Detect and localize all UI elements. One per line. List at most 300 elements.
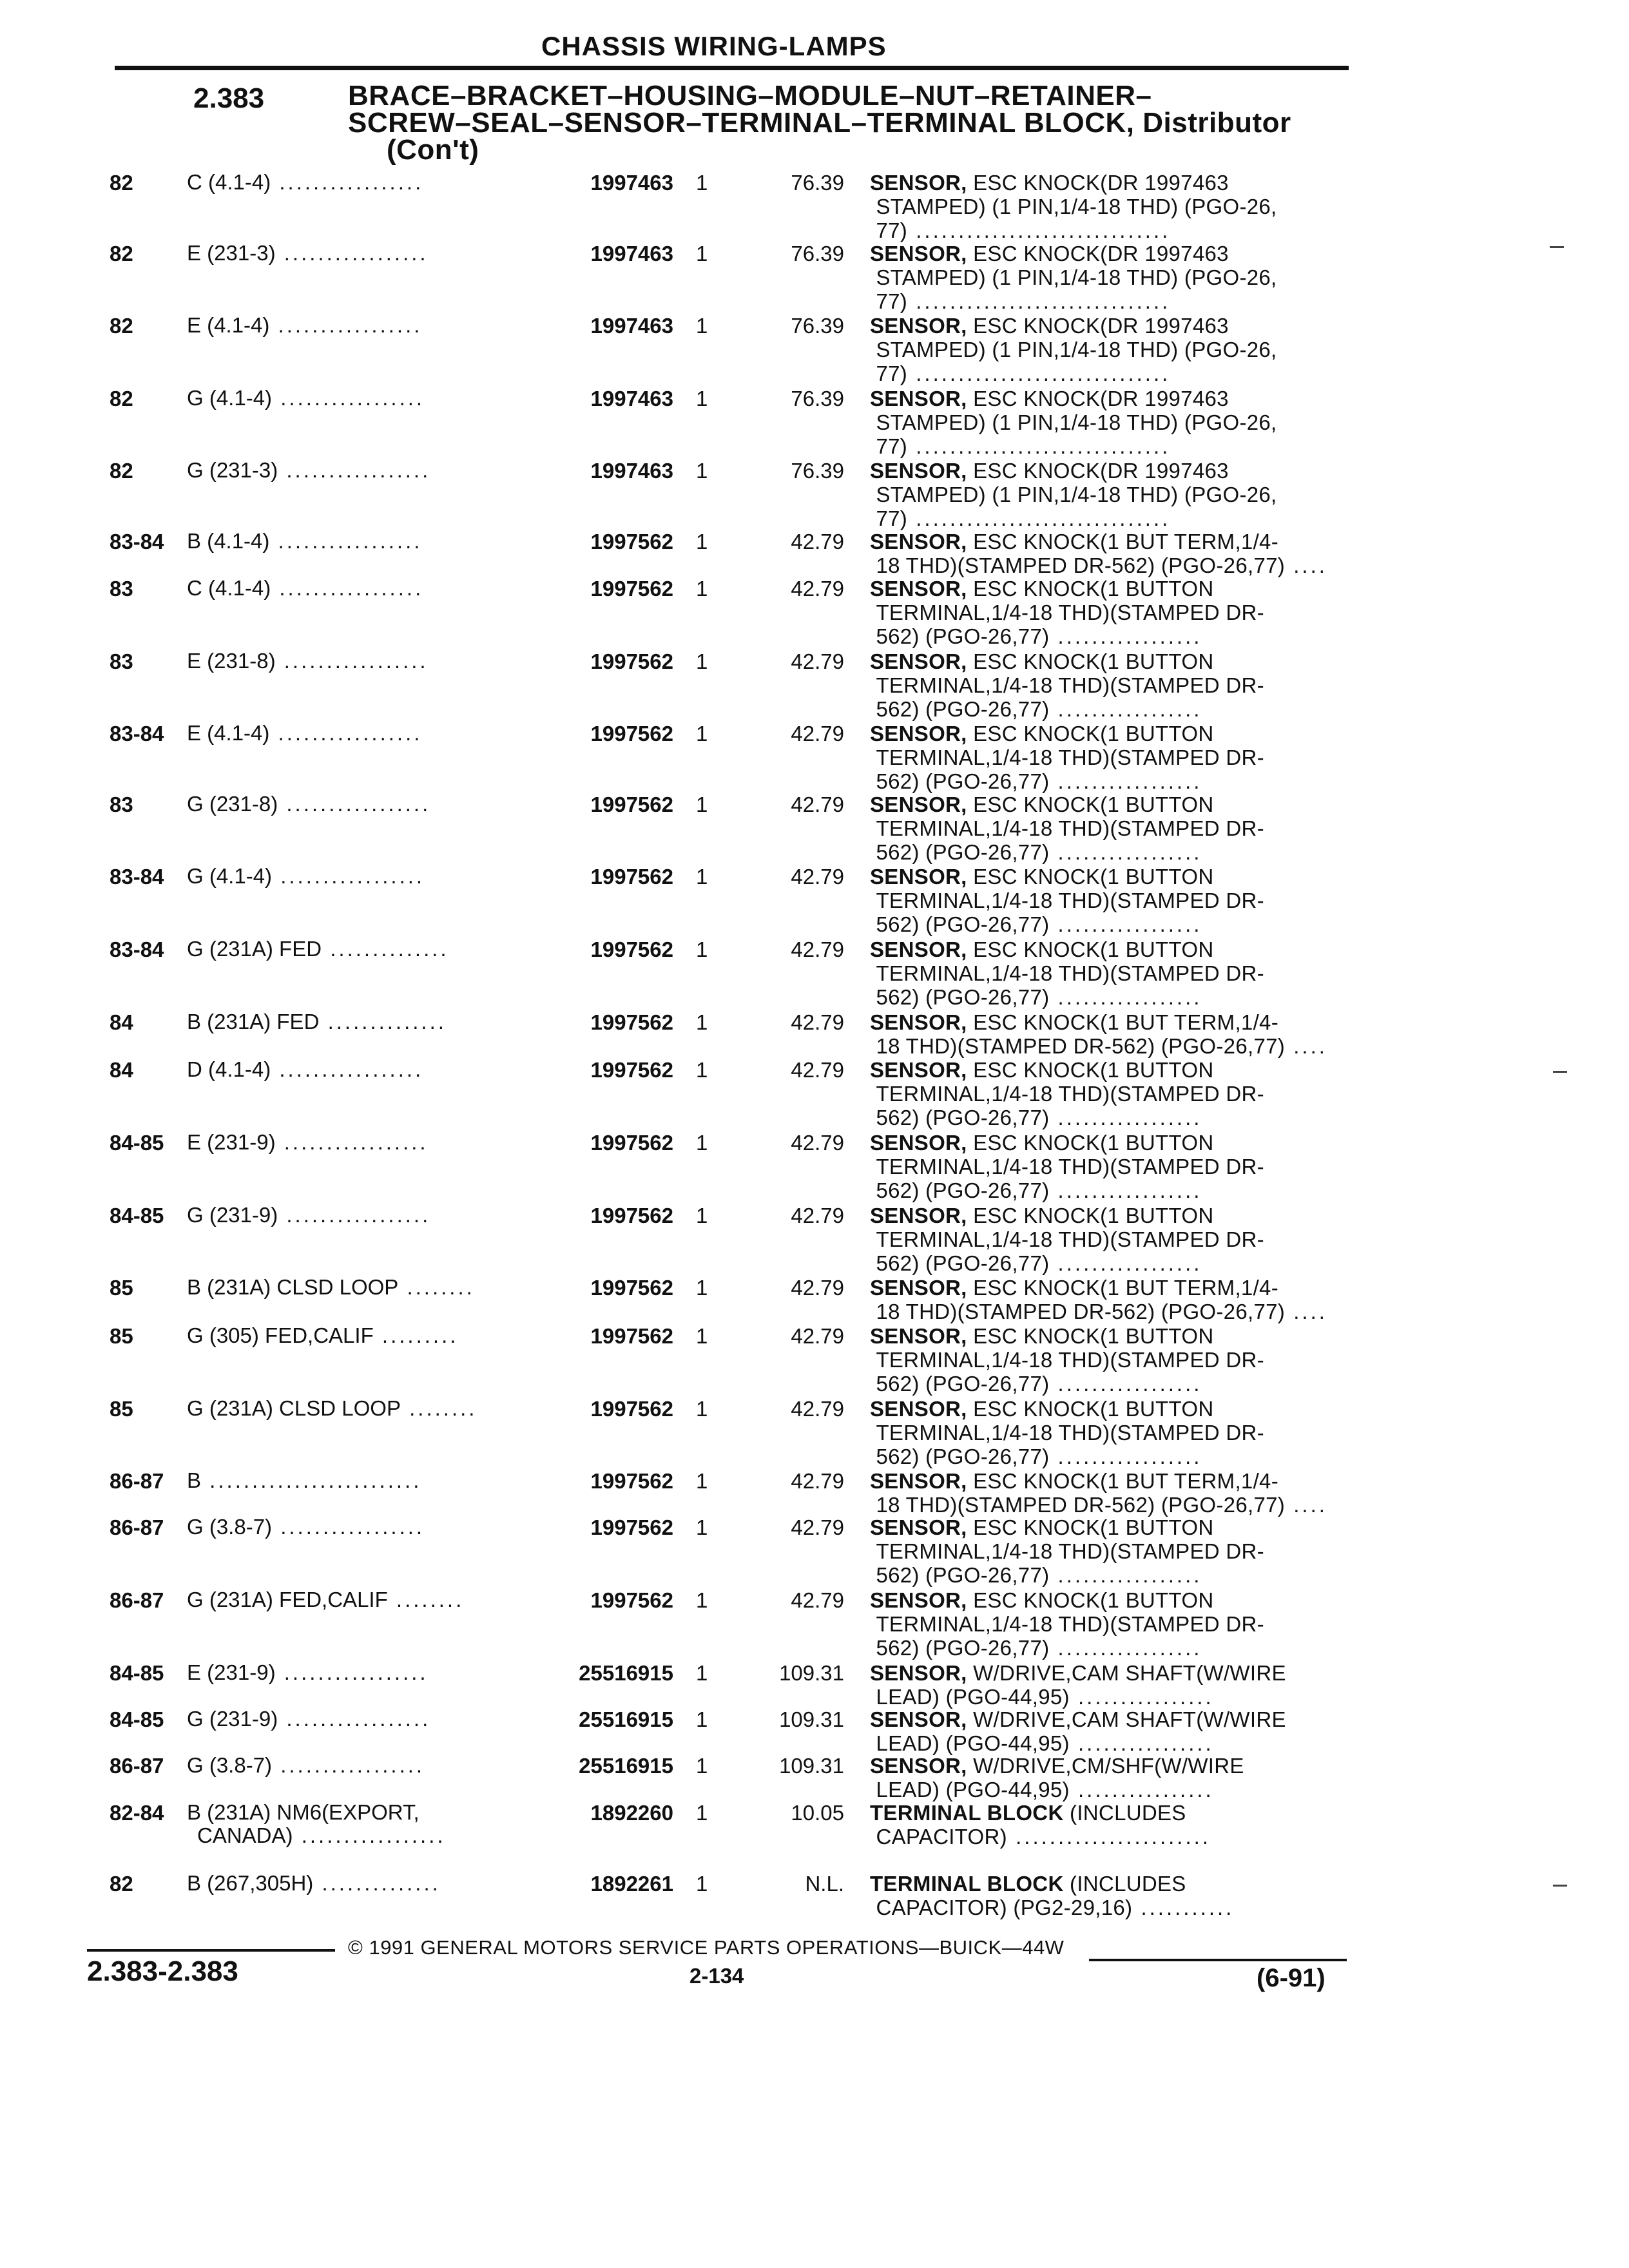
description-detail: ESC KNOCK(1 BUTTON TERMINAL,1/4-18 THD)(STAMPED DR- 562) (PGO-26,77) [876, 722, 1264, 793]
price: 42.79 [791, 1469, 844, 1493]
price: 10.05 [791, 1801, 844, 1825]
application-text: E (4.1-4) [187, 314, 270, 337]
leader-dots: ................. [275, 1131, 429, 1154]
part-number: 1997562 [590, 1324, 673, 1348]
price: 76.39 [791, 459, 844, 483]
part-number: 25516915 [579, 1661, 673, 1685]
description [870, 1707, 1347, 1755]
leader-dots: ................. [1049, 1563, 1202, 1587]
leader-dots: ................. [1049, 697, 1202, 721]
copyright-notice: © 1991 GENERAL MOTORS SERVICE PARTS OPERATIONS—BUICK—44W [348, 1936, 1065, 1959]
part-number: 1997562 [590, 1010, 673, 1034]
leader-dots: .............................. [907, 289, 1171, 313]
description-name: SENSOR, [870, 1010, 967, 1034]
application-text: G (3.8-7) [187, 1515, 273, 1539]
leader-dots: ................. [1049, 1636, 1202, 1660]
quantity: 1 [696, 937, 708, 961]
quantity: 1 [696, 1010, 708, 1034]
table-row [0, 1058, 1629, 1142]
description [870, 649, 1347, 721]
leader-dots: ................ [1069, 1731, 1214, 1755]
description [870, 1469, 1347, 1517]
description-detail: ESC KNOCK(1 BUTTON TERMINAL,1/4-18 THD)(STAMPED DR- 562) (PGO-26,77) [876, 865, 1264, 936]
description [870, 242, 1347, 313]
leader-dots: ........ [400, 1397, 477, 1420]
description-name: SENSOR, [870, 865, 967, 889]
description-detail: ESC KNOCK(1 BUT TERM,1/4- 18 THD)(STAMPED DR-562) (PGO-26,77) [876, 530, 1286, 577]
application-text-cont: CANADA) [197, 1823, 293, 1847]
part-number: 1997562 [590, 1515, 673, 1539]
application-text: B (231A) CLSD LOOP [187, 1276, 399, 1299]
leader-dots: .... [1285, 553, 1327, 577]
application [187, 865, 548, 888]
description-name: SENSOR, [870, 1131, 967, 1155]
description-detail: ESC KNOCK(DR 1997463 STAMPED) (1 PIN,1/4-18 THD) (PGO-26, 77) [876, 387, 1277, 458]
model-year: 86-87 [110, 1469, 164, 1493]
description [870, 459, 1347, 530]
application [187, 1324, 548, 1347]
description-name: SENSOR, [870, 459, 967, 483]
model-year: 82 [110, 314, 133, 338]
leader-dots: ........ [387, 1588, 465, 1611]
model-year: 84-85 [110, 1131, 164, 1155]
table-row [0, 937, 1629, 1021]
description-name: SENSOR, [870, 530, 967, 553]
model-year: 86-87 [110, 1588, 164, 1612]
part-number: 25516915 [579, 1754, 673, 1778]
part-number: 1997562 [590, 1588, 673, 1612]
quantity: 1 [696, 314, 708, 338]
part-number: 1997463 [590, 459, 673, 483]
model-year: 82 [110, 242, 133, 265]
description-name: SENSOR, [870, 649, 967, 673]
description-name: SENSOR, [870, 1754, 967, 1778]
application [187, 1204, 548, 1227]
description [870, 1801, 1347, 1849]
application-text: G (231-8) [187, 793, 278, 816]
model-year: 84 [110, 1058, 133, 1082]
description-detail: ESC KNOCK(1 BUTTON TERMINAL,1/4-18 THD)(STAMPED DR- 562) (PGO-26,77) [876, 577, 1264, 648]
quantity: 1 [696, 1661, 708, 1685]
model-year: 83 [110, 793, 133, 816]
application [187, 1707, 548, 1731]
description-name: SENSOR, [870, 1324, 967, 1348]
leader-dots: ................. [1049, 1445, 1202, 1468]
model-year: 83-84 [110, 722, 164, 745]
part-number: 1997562 [590, 649, 673, 673]
price: 109.31 [779, 1661, 844, 1685]
description-name: SENSOR, [870, 242, 967, 265]
model-year: 83 [110, 577, 133, 601]
part-number: 1997463 [590, 242, 673, 265]
revision-date: (6-91) [1257, 1964, 1325, 1992]
table-row [0, 387, 1629, 470]
model-year: 82 [110, 459, 133, 483]
application-text: C (4.1-4) [187, 171, 271, 194]
margin-mark [1550, 246, 1564, 248]
section-title-line1: BRACE–BRACKET–HOUSING–MODULE–NUT–RETAINER– [348, 80, 1152, 111]
price: 42.79 [791, 1204, 844, 1227]
quantity: 1 [696, 1058, 708, 1082]
price: 76.39 [791, 171, 844, 195]
leader-dots: ................. [278, 1204, 431, 1227]
table-row [0, 1131, 1629, 1215]
model-year: 84-85 [110, 1661, 164, 1685]
model-year: 82 [110, 1872, 133, 1896]
leader-dots: .... [1285, 1300, 1327, 1323]
leader-dots: ................. [271, 171, 424, 194]
margin-mark [1553, 1071, 1567, 1073]
application-text: B (231A) FED [187, 1010, 320, 1033]
price: 42.79 [791, 1010, 844, 1034]
application [187, 649, 548, 673]
application [187, 722, 548, 745]
application-text: G (231A) FED,CALIF [187, 1588, 388, 1611]
leader-dots: ................. [269, 314, 423, 337]
description-name: SENSOR, [870, 1469, 967, 1493]
description [870, 171, 1347, 242]
part-number: 1997562 [590, 577, 673, 601]
model-year: 84 [110, 1010, 133, 1034]
leader-dots: ................. [278, 793, 431, 816]
description [870, 722, 1347, 793]
description [870, 1324, 1347, 1396]
leader-dots: ................. [1049, 912, 1202, 936]
application-text: E (231-9) [187, 1131, 276, 1154]
leader-dots: ................ [1069, 1778, 1214, 1802]
description-detail: W/DRIVE,CAM SHAFT(W/WIRE LEAD) (PGO-44,95) [876, 1661, 1286, 1709]
leader-dots: .............................. [907, 506, 1171, 530]
description-detail: ESC KNOCK(1 BUTTON TERMINAL,1/4-18 THD)(STAMPED DR- 562) (PGO-26,77) [876, 793, 1264, 864]
description-detail: ESC KNOCK(1 BUT TERM,1/4- 18 THD)(STAMPED DR-562) (PGO-26,77) [876, 1010, 1286, 1058]
leader-dots: ................. [293, 1823, 446, 1847]
description-name: SENSOR, [870, 1661, 967, 1685]
application [187, 577, 548, 600]
leader-dots: ................. [275, 1661, 429, 1684]
section-title-line2: SCREW–SEAL–SENSOR–TERMINAL–TERMINAL BLOCK, Distributor [348, 107, 1291, 139]
description-detail: W/DRIVE,CM/SHF(W/WIRE LEAD) (PGO-44,95) [876, 1754, 1244, 1802]
price: 42.79 [791, 1058, 844, 1082]
leader-dots: ................. [1049, 840, 1202, 864]
description-detail: ESC KNOCK(1 BUTTON TERMINAL,1/4-18 THD)(STAMPED DR- 562) (PGO-26,77) [876, 1515, 1264, 1587]
price: 76.39 [791, 314, 844, 338]
model-year: 85 [110, 1276, 133, 1300]
leader-dots: ................. [1049, 624, 1202, 648]
model-year: 84-85 [110, 1707, 164, 1731]
leader-dots: .... [1285, 1034, 1327, 1058]
model-year: 83-84 [110, 530, 164, 553]
price: 42.79 [791, 937, 844, 961]
leader-dots: ................. [1049, 1372, 1202, 1396]
quantity: 1 [696, 387, 708, 410]
description-detail: ESC KNOCK(1 BUTTON TERMINAL,1/4-18 THD)(STAMPED DR- 562) (PGO-26,77) [876, 937, 1264, 1009]
part-number: 1997463 [590, 171, 673, 195]
application-text: E (231-9) [187, 1661, 276, 1684]
application [187, 1469, 548, 1492]
application [187, 459, 548, 482]
quantity: 1 [696, 459, 708, 483]
description-name: SENSOR, [870, 1588, 967, 1612]
price: 42.79 [791, 577, 844, 601]
description-name: SENSOR, [870, 314, 967, 338]
application-text: B (231A) NM6(EXPORT, [187, 1801, 419, 1824]
description [870, 1872, 1347, 1919]
part-number: 1997562 [590, 1397, 673, 1421]
quantity: 1 [696, 865, 708, 889]
price: N.L. [805, 1872, 844, 1896]
quantity: 1 [696, 1469, 708, 1493]
application-text: B (4.1-4) [187, 530, 270, 553]
part-number: 1997463 [590, 314, 673, 338]
part-number: 1997562 [590, 1276, 673, 1300]
quantity: 1 [696, 1204, 708, 1227]
description-detail: (INCLUDES CAPACITOR) (PG2-29,16) [876, 1872, 1186, 1919]
application-text: G (231A) FED [187, 937, 322, 961]
description [870, 1276, 1347, 1323]
leader-dots: ................. [271, 577, 424, 600]
application-text: C (4.1-4) [187, 577, 271, 600]
part-number: 1892261 [590, 1872, 673, 1896]
description-name: SENSOR, [870, 1397, 967, 1421]
application-text: E (231-3) [187, 242, 276, 265]
description-name: SENSOR, [870, 1515, 967, 1539]
section-number: 2.383 [193, 82, 265, 114]
leader-dots: ................. [271, 1058, 424, 1081]
part-number: 1997562 [590, 1204, 673, 1227]
application-text: E (4.1-4) [187, 722, 270, 745]
application-text: G (231-9) [187, 1204, 278, 1227]
application [187, 1010, 548, 1033]
table-row [0, 314, 1629, 398]
price: 109.31 [779, 1707, 844, 1731]
price: 42.79 [791, 865, 844, 889]
part-number: 1997562 [590, 530, 673, 553]
leader-dots: ................. [275, 649, 429, 673]
quantity: 1 [696, 1801, 708, 1825]
part-number: 1892260 [590, 1801, 673, 1825]
description-name: SENSOR, [870, 1204, 967, 1227]
description-detail: W/DRIVE,CAM SHAFT(W/WIRE LEAD) (PGO-44,95) [876, 1707, 1286, 1755]
description-detail: ESC KNOCK(1 BUTTON TERMINAL,1/4-18 THD)(STAMPED DR- 562) (PGO-26,77) [876, 1131, 1264, 1202]
price: 76.39 [791, 242, 844, 265]
quantity: 1 [696, 242, 708, 265]
application [187, 1131, 548, 1154]
leader-dots: ................. [278, 459, 431, 482]
application-text: G (231-9) [187, 1707, 278, 1731]
application-text: B [187, 1469, 202, 1492]
model-year: 86-87 [110, 1754, 164, 1778]
application [187, 171, 548, 194]
application [187, 1801, 548, 1847]
description-detail: ESC KNOCK(1 BUT TERM,1/4- 18 THD)(STAMPED DR-562) (PGO-26,77) [876, 1469, 1286, 1517]
description-detail: ESC KNOCK(1 BUTTON TERMINAL,1/4-18 THD)(STAMPED DR- 562) (PGO-26,77) [876, 1324, 1264, 1396]
application-text: G (231A) CLSD LOOP [187, 1397, 401, 1420]
description-name: SENSOR, [870, 577, 967, 601]
model-year: 83-84 [110, 865, 164, 889]
application-text: D (4.1-4) [187, 1058, 271, 1081]
part-number: 1997562 [590, 1469, 673, 1493]
section-range: 2.383-2.383 [87, 1956, 238, 1987]
table-row [0, 1324, 1629, 1408]
table-row [0, 577, 1629, 660]
application-text: G (231-3) [187, 459, 278, 482]
leader-dots: ................. [269, 530, 423, 553]
application [187, 1276, 548, 1299]
description [870, 937, 1347, 1009]
leader-dots: .............. [319, 1010, 447, 1033]
table-row [0, 1588, 1629, 1672]
model-year: 84-85 [110, 1204, 164, 1227]
price: 42.79 [791, 793, 844, 816]
leader-dots: ......... [373, 1324, 459, 1347]
application [187, 314, 548, 337]
description-name: SENSOR, [870, 387, 967, 410]
model-year: 82 [110, 387, 133, 410]
application [187, 530, 548, 553]
leader-dots: ................. [1049, 769, 1202, 793]
footer-rule-right [1089, 1959, 1347, 1961]
price: 42.79 [791, 530, 844, 553]
description [870, 1058, 1347, 1129]
leader-dots: ......................... [201, 1469, 422, 1492]
margin-mark [1553, 1885, 1567, 1887]
application-text: G (4.1-4) [187, 387, 273, 410]
quantity: 1 [696, 1131, 708, 1155]
description [870, 530, 1347, 577]
price: 42.79 [791, 649, 844, 673]
description [870, 1754, 1347, 1802]
quantity: 1 [696, 649, 708, 673]
application-text: E (231-8) [187, 649, 276, 673]
table-row [0, 793, 1629, 876]
running-title: CHASSIS WIRING-LAMPS [541, 31, 887, 61]
description-name: SENSOR, [870, 1707, 967, 1731]
application [187, 1515, 548, 1539]
description [870, 1661, 1347, 1709]
description-detail: ESC KNOCK(1 BUTTON TERMINAL,1/4-18 THD)(STAMPED DR- 562) (PGO-26,77) [876, 1204, 1264, 1275]
part-number: 1997562 [590, 1131, 673, 1155]
quantity: 1 [696, 1754, 708, 1778]
model-year: 85 [110, 1397, 133, 1421]
application [187, 793, 548, 816]
price: 42.79 [791, 1515, 844, 1539]
model-year: 83-84 [110, 937, 164, 961]
table-row [0, 1204, 1629, 1287]
description-detail: ESC KNOCK(DR 1997463 STAMPED) (1 PIN,1/4-18 THD) (PGO-26, 77) [876, 171, 1277, 242]
quantity: 1 [696, 577, 708, 601]
part-number: 1997562 [590, 1058, 673, 1082]
application [187, 1058, 548, 1081]
price: 109.31 [779, 1754, 844, 1778]
quantity: 1 [696, 1324, 708, 1348]
leader-dots: ................. [269, 722, 423, 745]
description [870, 1131, 1347, 1202]
price: 42.79 [791, 1276, 844, 1300]
application-text: B (267,305H) [187, 1872, 314, 1895]
leader-dots: ................. [1049, 985, 1202, 1009]
leader-dots: ................. [272, 387, 425, 410]
part-number: 1997562 [590, 865, 673, 889]
price: 42.79 [791, 1397, 844, 1421]
application [187, 242, 548, 265]
table-row [0, 649, 1629, 733]
application [187, 387, 548, 410]
model-year: 86-87 [110, 1515, 164, 1539]
description-detail: ESC KNOCK(1 BUT TERM,1/4- 18 THD)(STAMPED DR-562) (PGO-26,77) [876, 1276, 1286, 1323]
application [187, 1661, 548, 1684]
leader-dots: ................. [275, 242, 429, 265]
model-year: 85 [110, 1324, 133, 1348]
description-name: SENSOR, [870, 1058, 967, 1082]
description [870, 577, 1347, 648]
leader-dots: .............. [322, 937, 449, 961]
description [870, 1010, 1347, 1058]
quantity: 1 [696, 793, 708, 816]
description [870, 314, 1347, 385]
description-detail: ESC KNOCK(1 BUTTON TERMINAL,1/4-18 THD)(STAMPED DR- 562) (PGO-26,77) [876, 1588, 1264, 1660]
table-row [0, 865, 1629, 948]
application [187, 937, 548, 961]
description-detail: ESC KNOCK(1 BUTTON TERMINAL,1/4-18 THD)(STAMPED DR- 562) (PGO-26,77) [876, 1058, 1264, 1129]
part-number: 1997562 [590, 793, 673, 816]
price: 42.79 [791, 1588, 844, 1612]
leader-dots: ........ [398, 1276, 475, 1299]
price: 42.79 [791, 1324, 844, 1348]
description [870, 865, 1347, 936]
section-title-cont: (Con't) [387, 134, 479, 166]
leader-dots: ................. [272, 1754, 425, 1777]
description-detail: ESC KNOCK(DR 1997463 STAMPED) (1 PIN,1/4-18 THD) (PGO-26, 77) [876, 242, 1277, 313]
table-row [0, 1397, 1629, 1481]
description-name: TERMINAL BLOCK [870, 1801, 1064, 1825]
application [187, 1872, 548, 1895]
application [187, 1397, 548, 1420]
quantity: 1 [696, 171, 708, 195]
leader-dots: .............................. [907, 361, 1171, 385]
part-number: 1997562 [590, 722, 673, 745]
application-text: G (305) FED,CALIF [187, 1324, 374, 1347]
leader-dots: ................. [1049, 1178, 1202, 1202]
leader-dots: .............................. [907, 434, 1171, 458]
description-name: SENSOR, [870, 171, 967, 195]
description [870, 1204, 1347, 1275]
description-name: SENSOR, [870, 793, 967, 816]
model-year: 82-84 [110, 1801, 164, 1825]
description-name: SENSOR, [870, 722, 967, 745]
price: 76.39 [791, 387, 844, 410]
leader-dots: ........... [1132, 1896, 1235, 1919]
leader-dots: ....................... [1007, 1825, 1211, 1849]
description [870, 1515, 1347, 1587]
quantity: 1 [696, 1276, 708, 1300]
description-detail: (INCLUDES CAPACITOR) [876, 1801, 1186, 1849]
part-number: 1997463 [590, 387, 673, 410]
quantity: 1 [696, 1588, 708, 1612]
leader-dots: ................. [278, 1707, 431, 1731]
leader-dots: .... [1285, 1493, 1327, 1517]
application [187, 1754, 548, 1777]
part-number: 1997562 [590, 937, 673, 961]
description [870, 1397, 1347, 1468]
quantity: 1 [696, 1515, 708, 1539]
quantity: 1 [696, 1397, 708, 1421]
description-name: TERMINAL BLOCK [870, 1872, 1064, 1896]
page-number: 2-134 [689, 1964, 744, 1988]
leader-dots: ................. [1049, 1106, 1202, 1129]
description [870, 793, 1347, 864]
table-row [0, 1515, 1629, 1599]
description-detail: ESC KNOCK(DR 1997463 STAMPED) (1 PIN,1/4-18 THD) (PGO-26, 77) [876, 459, 1277, 530]
